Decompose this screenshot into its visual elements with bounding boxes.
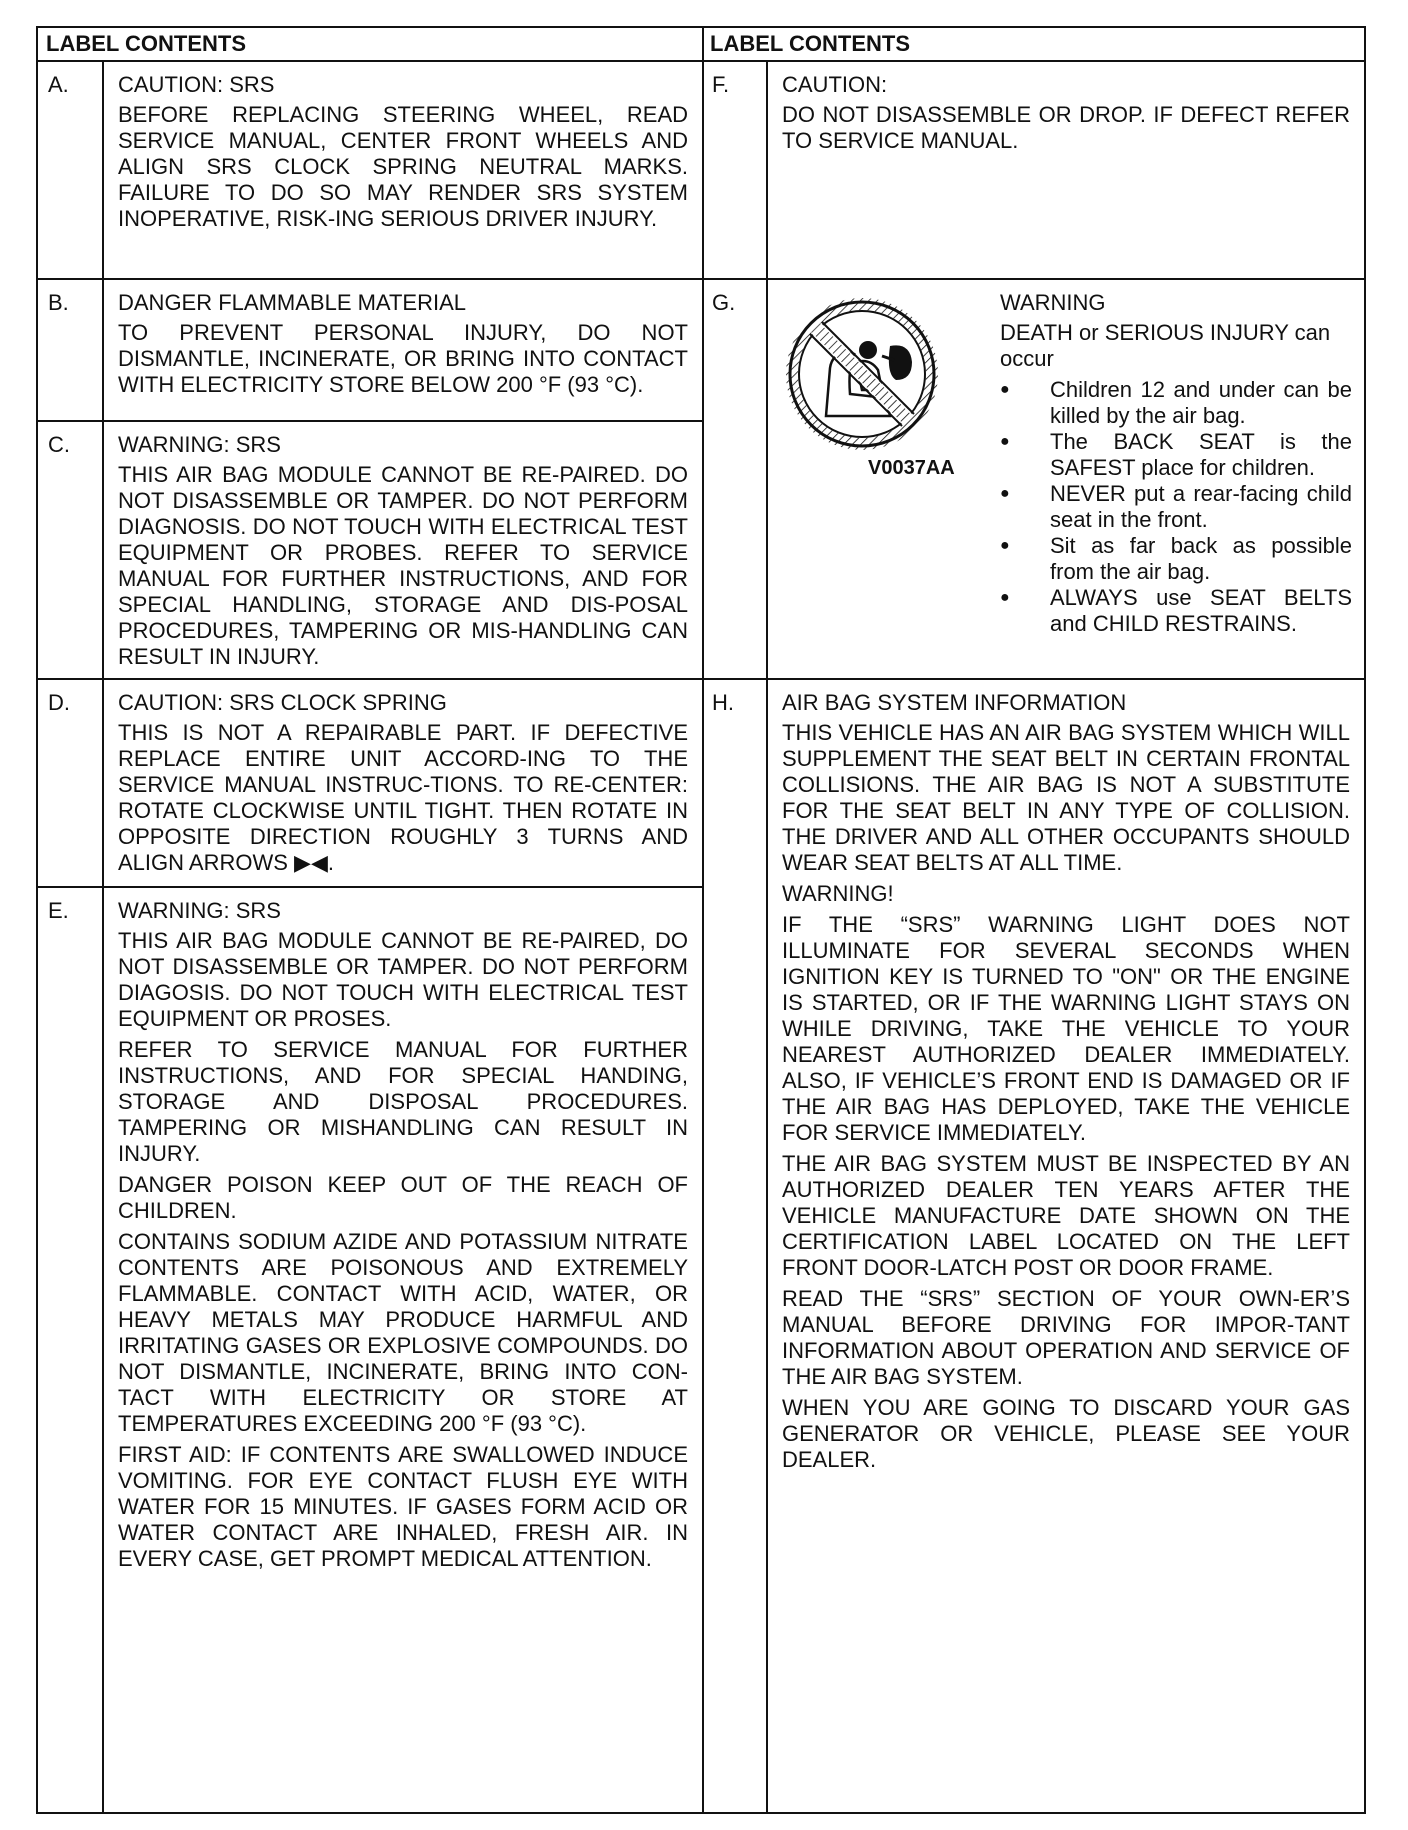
label-row-g [702, 280, 1364, 680]
list-item: ● NEVER put a rear-facing child seat in the front. [1050, 481, 1352, 533]
label-paragraph: READ THE “SRS” SECTION OF YOUR OWN-ER’S MANUAL BEFORE DRIVING FOR IMPOR-TANT INFORMATION ABOUT OPERATION AND SERVICE OF THE AIR BAG SYSTEM. [782, 1286, 1350, 1389]
label-title: WARNING: SRS [118, 432, 281, 457]
label-title: CAUTION: [782, 72, 888, 97]
label-letter: G. [702, 280, 768, 678]
list-item: ● The BACK SEAT is the SAFEST place for children. [1050, 429, 1352, 481]
label-body [104, 888, 702, 1812]
label-row-b [38, 280, 702, 422]
list-item: ● ALWAYS use SEAT BELTS and CHILD RESTRAINS. [1050, 585, 1352, 637]
label-row-a [38, 62, 702, 280]
label-letter: B. [38, 280, 104, 420]
label-paragraph: WARNING! [782, 881, 894, 906]
label-paragraph: BEFORE REPLACING STEERING WHEEL, READ SERVICE MANUAL, CENTER FRONT WHEELS AND ALIGN SRS CLOCK SPRING NEUTRAL MARKS. FAILURE TO DO SO MAY RENDER SRS SYSTEM INOPERATIVE, RISK-ING SERIOUS DRIVER INJURY. [118, 102, 688, 231]
label-contents-table [36, 26, 1366, 1814]
label-paragraph: FIRST AID: IF CONTENTS ARE SWALLOWED INDUCE VOMITING. FOR EYE CONTACT FLUSH EYE WITH WATER FOR 15 MINUTES. IF GASES FORM ACID OR WATER CONTACT ARE INHALED, FRESH AIR. IN EVERY CASE, GET PROMPT MEDICAL ATTENTION. [118, 1442, 688, 1571]
label-row-c [38, 422, 702, 680]
label-paragraph: IF THE “SRS” WARNING LIGHT DOES NOT ILLUMINATE FOR SEVERAL SECONDS WHEN IGNITION KEY IS TURNED TO "ON" OR THE ENGINE IS STARTED, OR IF THE WARNING LIGHT STAYS ON WHILE DRIVING, TAKE THE VEHICLE TO YOUR NEAREST AUTHORIZED DEALER IMMEDIATELY. ALSO, IF VEHICLE’S FRONT END IS DAMAGED OR IF THE AIR BAG HAS DEPLOYED, TAKE THE VEHICLE FOR SERVICE IMMEDIATELY. [782, 912, 1350, 1145]
image-code: V0037AA [868, 457, 955, 479]
label-paragraph: DO NOT DISASSEMBLE OR DROP. IF DEFECT REFER TO SERVICE MANUAL. [782, 102, 1350, 153]
label-paragraph: THIS VEHICLE HAS AN AIR BAG SYSTEM WHICH WILL SUPPLEMENT THE SEAT BELT IN CERTAIN FRONTAL COLLISIONS. THE AIR BAG IS NOT A SUBSTITUTE FOR THE SEAT BELT IN ANY TYPE OF COLLISION. THE DRIVER AND ALL OTHER OCCUPANTS SHOULD WEAR SEAT BELTS AT ALL TIME. [782, 720, 1350, 875]
label-body [768, 680, 1364, 1812]
label-paragraph: WHEN YOU ARE GOING TO DISCARD YOUR GAS GENERATOR OR VEHICLE, PLEASE SEE YOUR DEALER. [782, 1395, 1350, 1472]
label-body [104, 62, 702, 278]
label-letter: E. [38, 888, 104, 1812]
label-letter: H. [702, 680, 768, 1812]
label-title: AIR BAG SYSTEM INFORMATION [782, 690, 1127, 715]
label-title: WARNING: SRS [118, 898, 281, 923]
right-column [702, 28, 1364, 1812]
label-title: CAUTION: SRS [118, 72, 275, 97]
left-column [38, 28, 704, 1812]
label-letter: A. [38, 62, 104, 278]
label-body [104, 422, 702, 678]
label-paragraph: CONTAINS SODIUM AZIDE AND POTASSIUM NITRATE CONTENTS ARE POISONOUS AND EXTREMELY FLAMMABLE. CONTACT WITH ACID, WATER, OR HEAVY METALS MAY PRODUCE HARMFUL AND IRRITATING GASES OR EXPLOSIVE COMPOUNDS. DO NOT DISMANTLE, INCINERATE, BRING INTO CON-TACT WITH ELECTRICITY OR STORE AT TEMPERATURES EXCEEDING 200 °F (93 °C). [118, 1229, 688, 1436]
label-row-f [702, 62, 1364, 280]
label-title: CAUTION: SRS CLOCK SPRING [118, 690, 447, 715]
label-body [768, 62, 1364, 278]
label-paragraph: THE AIR BAG SYSTEM MUST BE INSPECTED BY AN AUTHORIZED DEALER TEN YEARS AFTER THE VEHICLE MANUFACTURE DATE SHOWN ON THE CERTIFICATION LABEL LOCATED ON THE LEFT FRONT DOOR-LATCH POST OR DOOR FRAME. [782, 1151, 1350, 1280]
label-paragraph: THIS AIR BAG MODULE CANNOT BE RE-PAIRED. DO NOT DISASSEMBLE OR TAMPER. DO NOT PERFORM DIAGNOSIS. DO NOT TOUCH WITH ELECTRICAL TEST EQUIPMENT OR PROBES. REFER TO SERVICE MANUAL FOR FURTHER INSTRUCTIONS, AND FOR SPECIAL HANDLING, STORAGE AND DIS-POSAL PROCEDURES, TAMPERING OR MIS-HANDLING CAN RESULT IN INJURY. [118, 462, 688, 669]
label-body [768, 280, 1364, 678]
warning-bullet-list [1000, 377, 1352, 637]
label-subtitle: DEATH or SERIOUS INJURY can occur [1000, 320, 1331, 371]
label-paragraph: DANGER POISON KEEP OUT OF THE REACH OF CHILDREN. [118, 1172, 688, 1223]
label-letter: D. [38, 680, 104, 886]
list-item: ● Children 12 and under can be killed by the air bag. [1050, 377, 1352, 429]
no-child-in-front-seat-icon [786, 298, 938, 450]
label-paragraph: TO PREVENT PERSONAL INJURY, DO NOT DISMANTLE, INCINERATE, OR BRING INTO CONTACT WITH ELECTRICITY STORE BELOW 200 °F (93 °C). [118, 320, 688, 397]
label-paragraph: REFER TO SERVICE MANUAL FOR FURTHER INSTRUCTIONS, AND FOR SPECIAL HANDING, STORAGE AND DISPOSAL PROCEDURES. TAMPERING OR MISHANDLING CAN RESULT IN INJURY. [118, 1037, 688, 1166]
list-item: ● Sit as far back as possible from the air bag. [1050, 533, 1352, 585]
label-paragraph: THIS IS NOT A REPAIRABLE PART. IF DEFECTIVE REPLACE ENTIRE UNIT ACCORD-ING TO THE SERVICE MANUAL INSTRUC-TIONS. TO RE-CENTER: ROTATE CLOCKWISE UNTIL TIGHT. THEN ROTATE IN OPPOSITE DIRECTION ROUGHLY 3 TURNS AND ALIGN ARROWS ▶◀. [118, 720, 688, 875]
label-paragraph: THIS AIR BAG MODULE CANNOT BE RE-PAIRED, DO NOT DISASSEMBLE OR TAMPER. DO NOT PERFORM DIAGOSIS. DO NOT TOUCH WITH ELECTRICAL TEST EQUIPMENT OR PROSES. [118, 928, 688, 1031]
label-body [104, 280, 702, 420]
label-title: WARNING [1000, 290, 1106, 315]
label-row-h [702, 680, 1364, 1812]
label-row-d [38, 680, 702, 888]
label-letter: C. [38, 422, 104, 678]
warning-text-block [1000, 290, 1352, 637]
label-body [104, 680, 702, 886]
right-column-header: LABEL CONTENTS [702, 28, 1364, 62]
label-row-e [38, 888, 702, 1812]
label-title: DANGER FLAMMABLE MATERIAL [118, 290, 466, 315]
label-letter: F. [702, 62, 768, 278]
left-column-header: LABEL CONTENTS [38, 28, 702, 62]
